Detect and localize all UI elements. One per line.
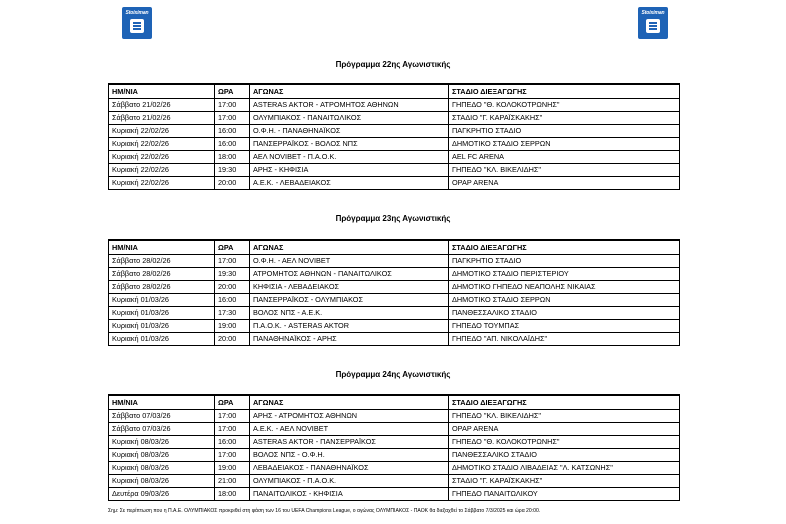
cell-stadium: ΓΗΠΕΔΟ "ΑΠ. ΝΙΚΟΛΑΪΔΗΣ"	[449, 333, 680, 346]
header-match: ΑΓΩΝΑΣ	[250, 240, 449, 255]
cell-date: Κυριακή 01/03/26	[109, 307, 215, 320]
cell-match: ΠΑΝΣΕΡΡΑΪΚΟΣ - ΟΛΥΜΠΙΑΚΟΣ	[250, 294, 449, 307]
cell-match: ΑΡΗΣ - ΑΤΡΟΜΗΤΟΣ ΑΘΗΝΩΝ	[250, 410, 449, 423]
cell-date: Κυριακή 22/02/26	[109, 138, 215, 151]
cell-stadium: ΓΗΠΕΔΟ "Θ. ΚΟΛΟΚΟΤΡΩΝΗΣ"	[449, 99, 680, 112]
cell-match: Ο.Φ.Η. - ΠΑΝΑΘΗΝΑΪΚΟΣ	[250, 125, 449, 138]
header-time: ΩΡΑ	[215, 84, 250, 99]
cell-time: 18:00	[215, 488, 250, 501]
cell-stadium: AEL FC ARENA	[449, 151, 680, 164]
cell-time: 20:00	[215, 177, 250, 190]
cell-match: Π.Α.Ο.Κ. - ASTERAS AKTOR	[250, 320, 449, 333]
cell-time: 16:00	[215, 138, 250, 151]
table-row	[109, 436, 680, 449]
cell-match: ΟΛΥΜΠΙΑΚΟΣ - Π.Α.Ο.Κ.	[250, 475, 449, 488]
cell-stadium: ΣΤΑΔΙΟ "Γ. ΚΑΡΑΪΣΚΑΚΗΣ"	[449, 475, 680, 488]
cell-time: 16:00	[215, 294, 250, 307]
logo-mark-icon	[130, 19, 144, 33]
cell-date: Σάββατο 21/02/26	[109, 112, 215, 125]
table-row	[109, 410, 680, 423]
stoiximan-logo-right	[638, 7, 668, 39]
table-row	[109, 449, 680, 462]
cell-date: Κυριακή 08/03/26	[109, 475, 215, 488]
header-row	[109, 395, 680, 410]
cell-date: Κυριακή 22/02/26	[109, 151, 215, 164]
cell-stadium: ΓΗΠΕΔΟ ΤΟΥΜΠΑΣ	[449, 320, 680, 333]
cell-match: ΑΕΛ NOVIBET - Π.Α.Ο.Κ.	[250, 151, 449, 164]
header-date: ΗΜ/ΝΙΑ	[109, 395, 215, 410]
header-stadium: ΣΤΑΔΙΟ ΔΙΕΞΑΓΩΓΗΣ	[449, 84, 680, 99]
cell-time: 17:00	[215, 112, 250, 125]
cell-stadium: ΔΗΜΟΤΙΚΟ ΣΤΑΔΙΟ ΣΕΡΡΩΝ	[449, 294, 680, 307]
cell-time: 17:30	[215, 307, 250, 320]
table-row	[109, 177, 680, 190]
table-row	[109, 475, 680, 488]
cell-stadium: ΓΗΠΕΔΟ "Θ. ΚΟΛΟΚΟΤΡΩΝΗΣ"	[449, 436, 680, 449]
cell-match: ΚΗΦΙΣΙΑ - ΛΕΒΑΔΕΙΑΚΟΣ	[250, 281, 449, 294]
header-time: ΩΡΑ	[215, 395, 250, 410]
cell-stadium: ΔΗΜΟΤΙΚΟ ΣΤΑΔΙΟ ΠΕΡΙΣΤΕΡΙΟΥ	[449, 268, 680, 281]
cell-match: ΒΟΛΟΣ ΝΠΣ - Ο.Φ.Η.	[250, 449, 449, 462]
cell-time: 17:00	[215, 423, 250, 436]
schedule-table	[108, 394, 680, 501]
cell-date: Σάββατο 07/03/26	[109, 410, 215, 423]
cell-date: Κυριακή 08/03/26	[109, 462, 215, 475]
cell-match: ASTERAS AKTOR - ΠΑΝΣΕΡΡΑΪΚΟΣ	[250, 436, 449, 449]
cell-match: ΠΑΝΑΘΗΝΑΪΚΟΣ - ΑΡΗΣ	[250, 333, 449, 346]
cell-time: 21:00	[215, 475, 250, 488]
table-row	[109, 125, 680, 138]
cell-date: Δευτέρα 09/03/26	[109, 488, 215, 501]
cell-match: Α.Ε.Κ. - ΑΕΛ NOVIBET	[250, 423, 449, 436]
cell-time: 18:00	[215, 151, 250, 164]
cell-stadium: ΓΗΠΕΔΟ "ΚΛ. ΒΙΚΕΛΙΔΗΣ"	[449, 164, 680, 177]
cell-time: 16:00	[215, 125, 250, 138]
cell-stadium: ΔΗΜΟΤΙΚΟ ΓΗΠΕΔΟ ΝΕΑΠΟΛΗΣ ΝΙΚΑΙΑΣ	[449, 281, 680, 294]
cell-time: 19:00	[215, 320, 250, 333]
table-row	[109, 320, 680, 333]
cell-stadium: ΓΗΠΕΔΟ ΠΑΝΑΙΤΩΛΙΚΟΥ	[449, 488, 680, 501]
cell-match: Ο.Φ.Η. - ΑΕΛ NOVIBET	[250, 255, 449, 268]
table-row	[109, 255, 680, 268]
header-stadium: ΣΤΑΔΙΟ ΔΙΕΞΑΓΩΓΗΣ	[449, 240, 680, 255]
logo-text: Stoiximan	[641, 10, 665, 16]
cell-date: Σάββατο 21/02/26	[109, 99, 215, 112]
header-time: ΩΡΑ	[215, 240, 250, 255]
cell-stadium: ΠΑΝΘΕΣΣΑΛΙΚΟ ΣΤΑΔΙΟ	[449, 307, 680, 320]
cell-date: Κυριακή 01/03/26	[109, 320, 215, 333]
cell-date: Σάββατο 28/02/26	[109, 281, 215, 294]
cell-date: Κυριακή 01/03/26	[109, 333, 215, 346]
cell-match: ΠΑΝΣΕΡΡΑΪΚΟΣ - ΒΟΛΟΣ ΝΠΣ	[250, 138, 449, 151]
table-row	[109, 112, 680, 125]
cell-date: Κυριακή 22/02/26	[109, 177, 215, 190]
cell-stadium: ΣΤΑΔΙΟ "Γ. ΚΑΡΑΪΣΚΑΚΗΣ"	[449, 112, 680, 125]
round-title: Πρόγραμμα 24ης Αγωνιστικής	[335, 370, 451, 379]
cell-time: 19:30	[215, 268, 250, 281]
cell-match: ΒΟΛΟΣ ΝΠΣ - Α.Ε.Κ.	[250, 307, 449, 320]
header-date: ΗΜ/ΝΙΑ	[109, 240, 215, 255]
table-row	[109, 488, 680, 501]
cell-stadium: ΓΗΠΕΔΟ "ΚΛ. ΒΙΚΕΛΙΔΗΣ"	[449, 410, 680, 423]
cell-date: Κυριακή 08/03/26	[109, 436, 215, 449]
schedule-table	[108, 83, 680, 190]
cell-stadium: OPAP ARENA	[449, 423, 680, 436]
table-row	[109, 164, 680, 177]
cell-date: Σάββατο 28/02/26	[109, 255, 215, 268]
cell-match: ΑΤΡΟΜΗΤΟΣ ΑΘΗΝΩΝ - ΠΑΝΑΙΤΩΛΙΚΟΣ	[250, 268, 449, 281]
header-date: ΗΜ/ΝΙΑ	[109, 84, 215, 99]
cell-date: Κυριακή 08/03/26	[109, 449, 215, 462]
table-row	[109, 138, 680, 151]
cell-date: Σάββατο 07/03/26	[109, 423, 215, 436]
cell-time: 20:00	[215, 281, 250, 294]
cell-stadium: ΔΗΜΟΤΙΚΟ ΣΤΑΔΙΟ ΣΕΡΡΩΝ	[449, 138, 680, 151]
cell-match: ΠΑΝΑΙΤΩΛΙΚΟΣ - ΚΗΦΙΣΙΑ	[250, 488, 449, 501]
cell-match: ASTERAS AKTOR - ΑΤΡΟΜΗΤΟΣ ΑΘΗΝΩΝ	[250, 99, 449, 112]
logo-text: Stoiximan	[125, 10, 149, 16]
schedule-table	[108, 239, 680, 346]
table-row	[109, 151, 680, 164]
cell-stadium: ΠΑΓΚΡΗΤΙΟ ΣΤΑΔΙΟ	[449, 255, 680, 268]
table-row	[109, 307, 680, 320]
round-title: Πρόγραμμα 22ης Αγωνιστικής	[335, 60, 451, 69]
cell-match: Α.Ε.Κ. - ΛΕΒΑΔΕΙΑΚΟΣ	[250, 177, 449, 190]
round-title: Πρόγραμμα 23ης Αγωνιστικής	[335, 214, 451, 223]
cell-date: Κυριακή 22/02/26	[109, 125, 215, 138]
cell-time: 17:00	[215, 255, 250, 268]
cell-match: ΛΕΒΑΔΕΙΑΚΟΣ - ΠΑΝΑΘΗΝΑΪΚΟΣ	[250, 462, 449, 475]
cell-time: 17:00	[215, 449, 250, 462]
header-match: ΑΓΩΝΑΣ	[250, 395, 449, 410]
cell-stadium: OPAP ARENA	[449, 177, 680, 190]
header-row	[109, 240, 680, 255]
table-row	[109, 333, 680, 346]
table-row	[109, 268, 680, 281]
table-row	[109, 294, 680, 307]
header-row	[109, 84, 680, 99]
header-match: ΑΓΩΝΑΣ	[250, 84, 449, 99]
cell-match: ΟΛΥΜΠΙΑΚΟΣ - ΠΑΝΑΙΤΩΛΙΚΟΣ	[250, 112, 449, 125]
logo-mark-icon	[646, 19, 660, 33]
cell-time: 17:00	[215, 99, 250, 112]
footnote: Σημ: Σε περίπτωση που η Π.Α.Ε. ΟΛΥΜΠΙΑΚΟΣ προκριθεί στη φάση των 16 του UEFA Champions League, ο αγώνας ΟΛΥΜΠΙΑΚΟΣ - ΠΑΟΚ θα διεξαχθεί το Σάββατο 7/3/2025 και ώρα 20:00.	[108, 508, 541, 514]
cell-date: Κυριακή 22/02/26	[109, 164, 215, 177]
cell-date: Κυριακή 01/03/26	[109, 294, 215, 307]
cell-time: 19:00	[215, 462, 250, 475]
cell-stadium: ΠΑΓΚΡΗΤΙΟ ΣΤΑΔΙΟ	[449, 125, 680, 138]
cell-match: ΑΡΗΣ - ΚΗΦΙΣΙΑ	[250, 164, 449, 177]
cell-stadium: ΠΑΝΘΕΣΣΑΛΙΚΟ ΣΤΑΔΙΟ	[449, 449, 680, 462]
table-row	[109, 423, 680, 436]
table-row	[109, 281, 680, 294]
stoiximan-logo-left	[122, 7, 152, 39]
cell-stadium: ΔΗΜΟΤΙΚΟ ΣΤΑΔΙΟ ΛΙΒΑΔΕΙΑΣ "Λ. ΚΑΤΣΩΝΗΣ"	[449, 462, 680, 475]
cell-time: 17:00	[215, 410, 250, 423]
table-row	[109, 462, 680, 475]
cell-time: 19:30	[215, 164, 250, 177]
cell-time: 16:00	[215, 436, 250, 449]
header-stadium: ΣΤΑΔΙΟ ΔΙΕΞΑΓΩΓΗΣ	[449, 395, 680, 410]
table-row	[109, 99, 680, 112]
cell-date: Σάββατο 28/02/26	[109, 268, 215, 281]
cell-time: 20:00	[215, 333, 250, 346]
